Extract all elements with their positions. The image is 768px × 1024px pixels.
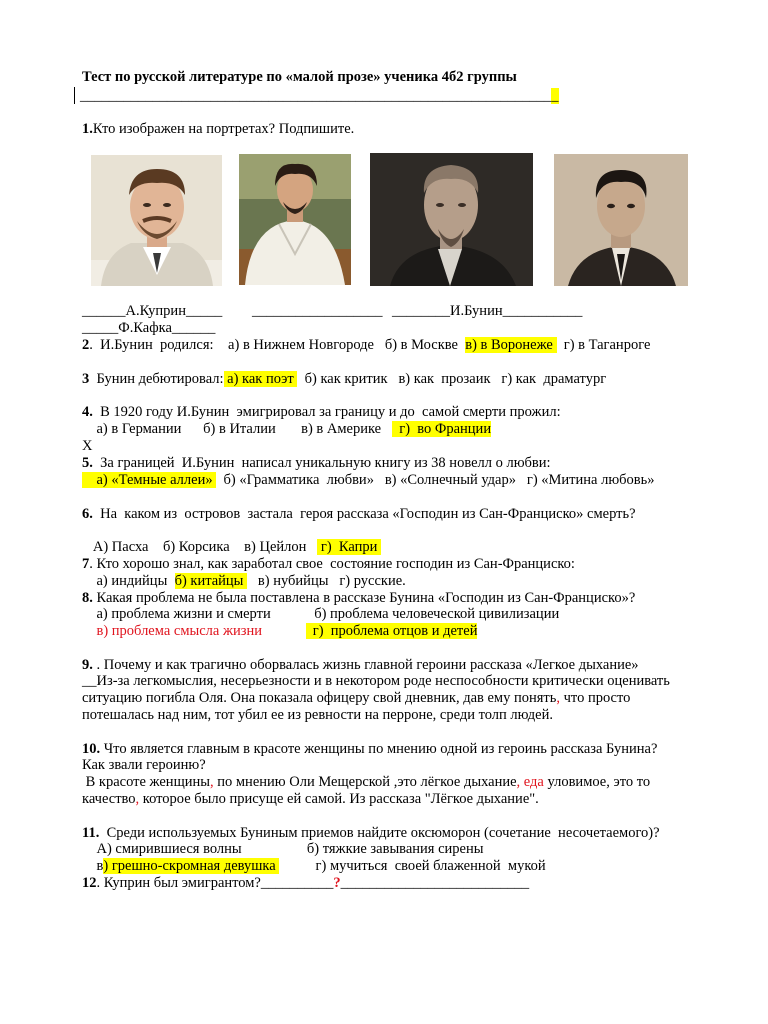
- text-cursor: [74, 87, 75, 104]
- question-2: 2. И.Бунин родился: а) в Нижнем Новгороде б) в Москве в) в Воронеже г) в Таганроге: [82, 337, 651, 353]
- question-9-answer-line2: ситуацию погибла Оля. Она показала офицеру свой дневник, дав ему понять, что просто: [82, 690, 631, 706]
- question-9-answer-line3: потешалась над ним, тот убил ее из ревности на перроне, среди толп людей.: [82, 707, 553, 723]
- portrait-bunin: [370, 153, 533, 286]
- red-answer: в) проблема смысла жизни: [82, 623, 262, 639]
- question-8-options-row2: [82, 623, 477, 640]
- answer-highlight: а) «Темные аллеи»: [82, 472, 217, 488]
- answer-highlight: ) грешно-скромная девушка: [103, 858, 280, 874]
- question-9-answer-line1: __Из-за легкомыслия, несерьезности и в некотором роде неспособности критически оценивать: [82, 673, 670, 689]
- question-4-options: а) в Германии б) в Италии в) в Америке г) во Франции: [82, 421, 492, 437]
- answer-highlight: г) проблема отцов и детей: [305, 623, 478, 639]
- question-4: 4. В 1920 году И.Бунин эмигрировал за границу и до самой смерти прожил:: [82, 404, 561, 420]
- student-name-line[interactable]: __________________________________________________________________: [80, 88, 559, 104]
- question-11-options-row1: А) смирившиеся волны б) тяжкие завывания сирены: [82, 841, 484, 857]
- question-7-options: а) индийцы б) китайцы в) нубийцы г) русские.: [82, 573, 406, 589]
- portrait-kuprin: [91, 155, 222, 286]
- question-10-answer-line2: качество, которое было присуще ей самой. Из рассказа "Лёгкое дыхание".: [82, 791, 539, 807]
- answer-highlight: в) в Воронеже: [465, 337, 557, 353]
- portrait-label-4[interactable]: _____Ф.Кафка______: [82, 320, 216, 336]
- question-8: 8. Какая проблема не была поставлена в рассказе Бунина «Господин из Сан-Франциско»?: [82, 590, 636, 606]
- answer-highlight: г) Капри: [317, 539, 382, 555]
- question-5: 5. За границей И.Бунин написал уникальную книгу из 38 новелл о любви:: [82, 455, 551, 471]
- question-10-line2: Как звали героиню?: [82, 757, 206, 773]
- question-9: 9. . Почему и как трагично оборвалась жизнь главной героини рассказа «Легкое дыхание»: [82, 657, 639, 673]
- answer-highlight: г) во Франции: [392, 421, 492, 437]
- question-4-mark: X: [82, 438, 93, 454]
- question-7: 7. Кто хорошо знал, как заработал свое состояние господин из Сан-Франциско:: [82, 556, 575, 572]
- portrait-label-1[interactable]: ______А.Куприн_____: [82, 303, 223, 319]
- question-11-options-row2: в) грешно-скромная девушка г) мучиться своей блаженной мукой: [82, 858, 546, 874]
- answer-highlight: б) китайцы: [174, 573, 248, 589]
- portrait-label-3[interactable]: ________И.Бунин___________: [392, 303, 583, 319]
- question-11: 11. Среди используемых Буниным приемов найдите оксюморон (сочетание несочетаемого)?: [82, 825, 660, 841]
- question-1: 1.Кто изображен на портретах? Подпишите.: [82, 121, 355, 137]
- portrait-andreev: [239, 154, 351, 285]
- question-10: 10. Что является главным в красоте женщины по мнению одной из героинь рассказа Бунина?: [82, 741, 658, 757]
- question-8-options-row1: а) проблема жизни и смерти б) проблема человеческой цивилизации: [82, 606, 560, 622]
- portrait-kafka: [554, 154, 688, 286]
- portrait-label-2[interactable]: __________________: [252, 303, 383, 319]
- question-3: 3 Бунин дебютировал: а) как поэт б) как критик в) как прозаик г) как драматург: [82, 371, 607, 387]
- answer-highlight: а) как поэт: [223, 371, 298, 387]
- page-title: Тест по русской литературе по «малой прозе» ученика 4б2 группы: [82, 69, 517, 85]
- question-10-answer-line1: В красоте женщины, по мнению Оли Мещерской ,это лёгкое дыхание, еда уловимое, это то: [82, 774, 651, 790]
- question-6: 6. На каком из островов застала героя рассказа «Господин из Сан-Франциско» смерть?: [82, 506, 636, 522]
- question-12[interactable]: 12. Куприн был эмигрантом?__________?__________________________: [82, 875, 530, 891]
- question-6-options: А) Пасха б) Корсика в) Цейлон г) Капри: [82, 539, 382, 555]
- question-5-options: а) «Темные аллеи» б) «Грамматика любви» в) «Солнечный удар» г) «Митина любовь»: [82, 472, 655, 488]
